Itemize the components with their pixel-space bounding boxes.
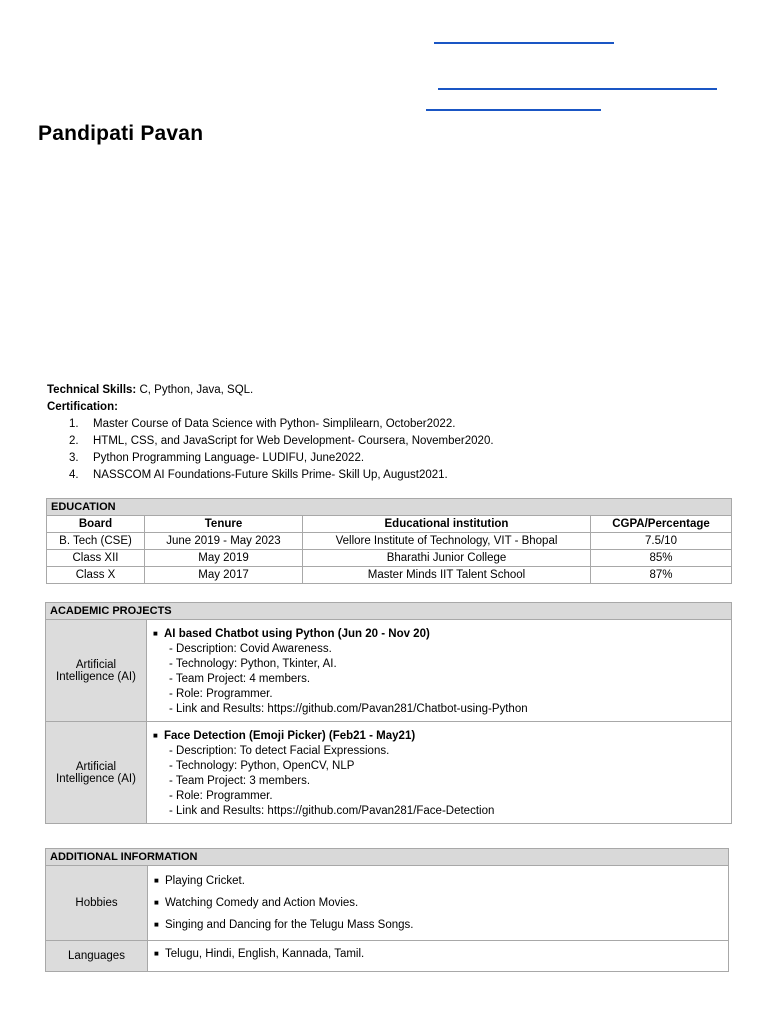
languages-row	[46, 941, 729, 972]
contact-link-underline-1[interactable]	[434, 42, 614, 44]
academic-projects-table	[45, 602, 732, 824]
project-details: ■ AI based Chatbot using Python (Jun 20 - Nov 20) - Description: Covid Awareness. - Technology: Python, Tkinter, AI. - Team Project: 4 members. - Role: Programmer. - Link and Results: https://github.com/Pavan281/Chatbot-using-Python	[147, 620, 732, 722]
education-column-headers: Board Tenure Educational institution CGPA/Percentage	[47, 516, 732, 533]
hobbies-label: Hobbies	[46, 866, 148, 941]
bullet-icon: ■	[154, 949, 159, 958]
contact-link-underline-2[interactable]	[438, 88, 717, 90]
table-row: Class X May 2017 Master Minds IIT Talent School 87%	[47, 567, 732, 584]
bullet-icon: ■	[154, 898, 159, 907]
education-table	[46, 498, 732, 584]
languages-list	[148, 941, 729, 972]
project-title: Face Detection (Emoji Picker) (Feb21 - May21)	[164, 730, 416, 742]
certification-item: 4. NASSCOM AI Foundations-Future Skills Prime- Skill Up, August2021.	[69, 469, 448, 481]
project-row	[46, 620, 732, 722]
hobbies-row	[46, 866, 729, 941]
certification-item: 3. Python Programming Language- LUDIFU, June2022.	[69, 452, 365, 464]
bullet-icon: ■	[154, 876, 159, 885]
technical-skills-label: Technical Skills:	[47, 384, 137, 396]
project-link[interactable]: - Link and Results: https://github.com/Pavan281/Chatbot-using-Python	[169, 703, 528, 715]
education-header: EDUCATION	[47, 499, 732, 516]
project-area: Artificial Intelligence (AI)	[46, 620, 147, 722]
bullet-icon: ■	[154, 920, 159, 929]
technical-skills-value: C, Python, Java, SQL.	[136, 384, 254, 396]
bullet-icon: ■	[153, 629, 158, 638]
hobbies-list	[148, 866, 729, 941]
table-row: Class XII May 2019 Bharathi Junior College 85%	[47, 550, 732, 567]
languages-label: Languages	[46, 941, 148, 972]
projects-header: ACADEMIC PROJECTS	[46, 603, 732, 620]
list-item: ■ Singing and Dancing for the Telugu Mass Songs.	[154, 914, 722, 936]
table-row: B. Tech (CSE) June 2019 - May 2023 Vellore Institute of Technology, VIT - Bhopal 7.5/10	[47, 533, 732, 550]
additional-information-table	[45, 848, 729, 972]
certification-list	[47, 416, 737, 484]
bullet-icon: ■	[153, 731, 158, 740]
candidate-name: Pandipati Pavan	[38, 122, 204, 145]
list-item: ■ Telugu, Hindi, English, Kannada, Tamil.	[154, 945, 722, 963]
project-area: Artificial Intelligence (AI)	[46, 722, 147, 824]
technical-skills	[47, 382, 737, 399]
certification-item: 1. Master Course of Data Science with Python- Simplilearn, October2022.	[69, 418, 456, 430]
certification-label: Certification:	[47, 401, 118, 413]
list-item: ■ Playing Cricket.	[154, 870, 722, 892]
certification-item: 2. HTML, CSS, and JavaScript for Web Development- Coursera, November2020.	[69, 435, 494, 447]
skills-section	[47, 382, 737, 484]
additional-header: ADDITIONAL INFORMATION	[46, 849, 729, 866]
list-item: ■ Watching Comedy and Action Movies.	[154, 892, 722, 914]
project-details: ■ Face Detection (Emoji Picker) (Feb21 - May21) - Description: To detect Facial Expressions. - Technology: Python, OpenCV, NLP - Team Project: 3 members. - Role: Programmer. - Link and Results: https://github.com/Pavan281/Face-Detection	[147, 722, 732, 824]
project-title: AI based Chatbot using Python (Jun 20 - Nov 20)	[164, 628, 430, 640]
project-row	[46, 722, 732, 824]
contact-link-underline-3[interactable]	[426, 109, 601, 111]
project-link[interactable]: - Link and Results: https://github.com/Pavan281/Face-Detection	[169, 805, 495, 817]
